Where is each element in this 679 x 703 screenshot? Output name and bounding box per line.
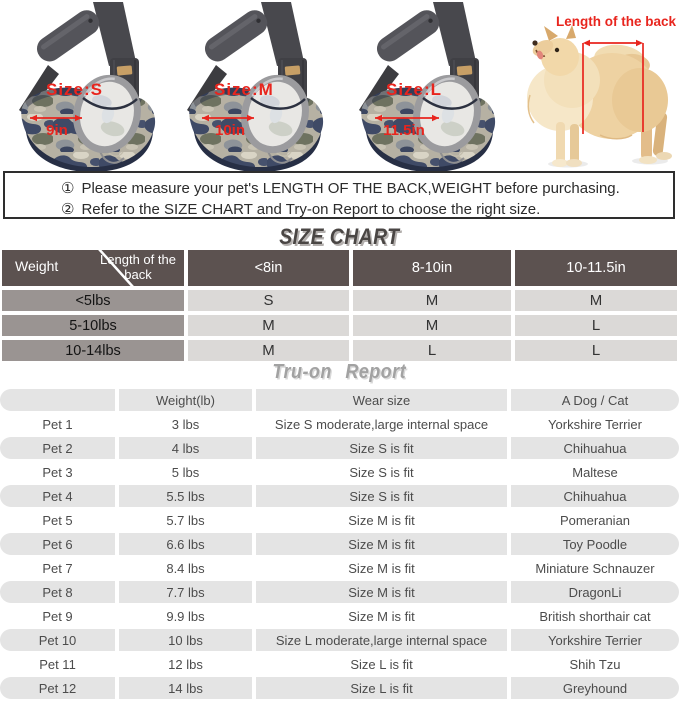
tryon-cell: 14 lbs — [119, 677, 252, 699]
tryon-cell: Pet 10 — [0, 629, 115, 651]
tryon-cell: Greyhound — [511, 677, 679, 699]
tryon-cell: Size S moderate,large internal space — [274, 416, 489, 432]
tryon-header-cell: Weight(lb) — [119, 389, 252, 411]
size-chart-size-value: M — [188, 315, 349, 336]
tryon-cell: 4 lbs — [119, 437, 252, 459]
tryon-cell: Pet 8 — [0, 581, 115, 603]
tryon-header-cell — [0, 389, 115, 411]
note-2-text: Refer to the SIZE CHART and Try-on Report to choose the right size. — [81, 201, 541, 218]
tryon-cell: Toy Poodle — [511, 533, 679, 555]
size-chart-size-value: M — [353, 290, 511, 311]
note-2-number: ② — [61, 201, 75, 218]
tryon-cell: 3 lbs — [171, 416, 200, 432]
sling-size-label-s: Size:S — [46, 80, 104, 99]
size-chart-size-value: M — [515, 290, 677, 311]
sling-measurement-m: 10in — [214, 122, 246, 139]
sling-measurement-l: 11.5in — [383, 122, 425, 139]
size-chart-col-header: <8in — [188, 250, 349, 286]
note-1-text: Please measure your pet's LENGTH OF THE BACK,WEIGHT before purchasing. — [81, 180, 620, 197]
tryon-cell: Shih Tzu — [569, 656, 621, 672]
tryon-header-cell: Wear size — [256, 389, 507, 411]
tryon-cell: Pomeranian — [559, 512, 631, 528]
tryon-cell: Pet 12 — [0, 677, 115, 699]
size-chart-size-value: S — [188, 290, 349, 311]
tryon-cell: Size L is fit — [256, 677, 507, 699]
corner-back-label: Length of the back — [100, 252, 176, 282]
tryon-cell: Pet 5 — [42, 512, 73, 528]
tryon-cell: 5 lbs — [171, 464, 200, 480]
notes-box — [3, 171, 675, 219]
sling-size-label-m: Size:M — [214, 80, 274, 99]
tryon-cell: Pet 4 — [0, 485, 115, 507]
tryon-cell: Size M is fit — [256, 581, 507, 603]
tryon-cell: 8.4 lbs — [166, 560, 205, 576]
tryon-cell: Pet 2 — [0, 437, 115, 459]
size-chart-size-value: M — [353, 315, 511, 336]
tryon-cell: Pet 7 — [42, 560, 73, 576]
tryon-cell: Pet 9 — [42, 608, 73, 624]
size-chart-corner-cell — [2, 250, 184, 286]
tryon-cell: Size S is fit — [349, 464, 414, 480]
size-chart-weight-label: 10-14lbs — [2, 340, 184, 361]
tryon-cell: Size L moderate,large internal space — [256, 629, 507, 651]
size-chart-title: SIZE CHART — [279, 224, 400, 249]
tryon-cell: British shorthair cat — [539, 608, 651, 624]
tryon-cell: Size M is fit — [256, 533, 507, 555]
note-line-1 — [61, 178, 673, 199]
tryon-cell: Miniature Schnauzer — [535, 560, 655, 576]
tryon-cell: Pet 11 — [39, 656, 76, 672]
tryon-cell: 9.9 lbs — [166, 608, 205, 624]
note-1-number: ① — [61, 180, 75, 197]
size-chart-col-header: 8-10in — [353, 250, 511, 286]
tryon-cell: Size M is fit — [348, 512, 415, 528]
tryon-report-title: Tru-on Report — [272, 361, 407, 383]
size-chart-size-value: L — [515, 340, 677, 361]
back-length-annotation: Length of the back — [555, 14, 677, 29]
tryon-cell: Size S is fit — [256, 437, 507, 459]
tryon-cell: Size M is fit — [348, 608, 415, 624]
dog-photo — [527, 25, 672, 168]
tryon-cell: Chihuahua — [511, 485, 679, 507]
size-chart-size-value: L — [353, 340, 511, 361]
size-chart-table — [2, 250, 677, 361]
sling-measurement-s: 9in — [46, 122, 68, 139]
tryon-cell: Size M is fit — [348, 560, 415, 576]
size-chart-size-value: L — [515, 315, 677, 336]
size-chart-col-header: 10-11.5in — [515, 250, 677, 286]
tryon-cell: DragonLi — [511, 581, 679, 603]
tryon-cell: 10 lbs — [119, 629, 252, 651]
corner-weight-label: Weight — [15, 258, 59, 274]
tryon-cell: Pet 6 — [0, 533, 115, 555]
tryon-cell: Pet 3 — [42, 464, 73, 480]
tryon-header-cell: A Dog / Cat — [511, 389, 679, 411]
tryon-report-table — [0, 389, 679, 699]
tryon-cell: 12 lbs — [168, 656, 203, 672]
tryon-cell: Yorkshire Terrier — [548, 416, 642, 432]
note-line-2 — [61, 199, 673, 220]
size-chart-weight-label: 5-10lbs — [2, 315, 184, 336]
tryon-cell: Pet 1 — [42, 416, 73, 432]
tryon-cell: Size S is fit — [256, 485, 507, 507]
size-chart-size-value: M — [188, 340, 349, 361]
tryon-cell: Yorkshire Terrier — [511, 629, 679, 651]
tryon-cell: 6.6 lbs — [119, 533, 252, 555]
tryon-cell: Chihuahua — [511, 437, 679, 459]
tryon-cell: 5.7 lbs — [166, 512, 205, 528]
tryon-cell: Maltese — [572, 464, 618, 480]
tryon-cell: 5.5 lbs — [119, 485, 252, 507]
sling-size-label-l: Size:L — [386, 80, 443, 99]
hero-images — [0, 0, 679, 172]
tryon-cell: Size L is fit — [350, 656, 413, 672]
tryon-cell: 7.7 lbs — [119, 581, 252, 603]
size-chart-weight-label: <5lbs — [2, 290, 184, 311]
